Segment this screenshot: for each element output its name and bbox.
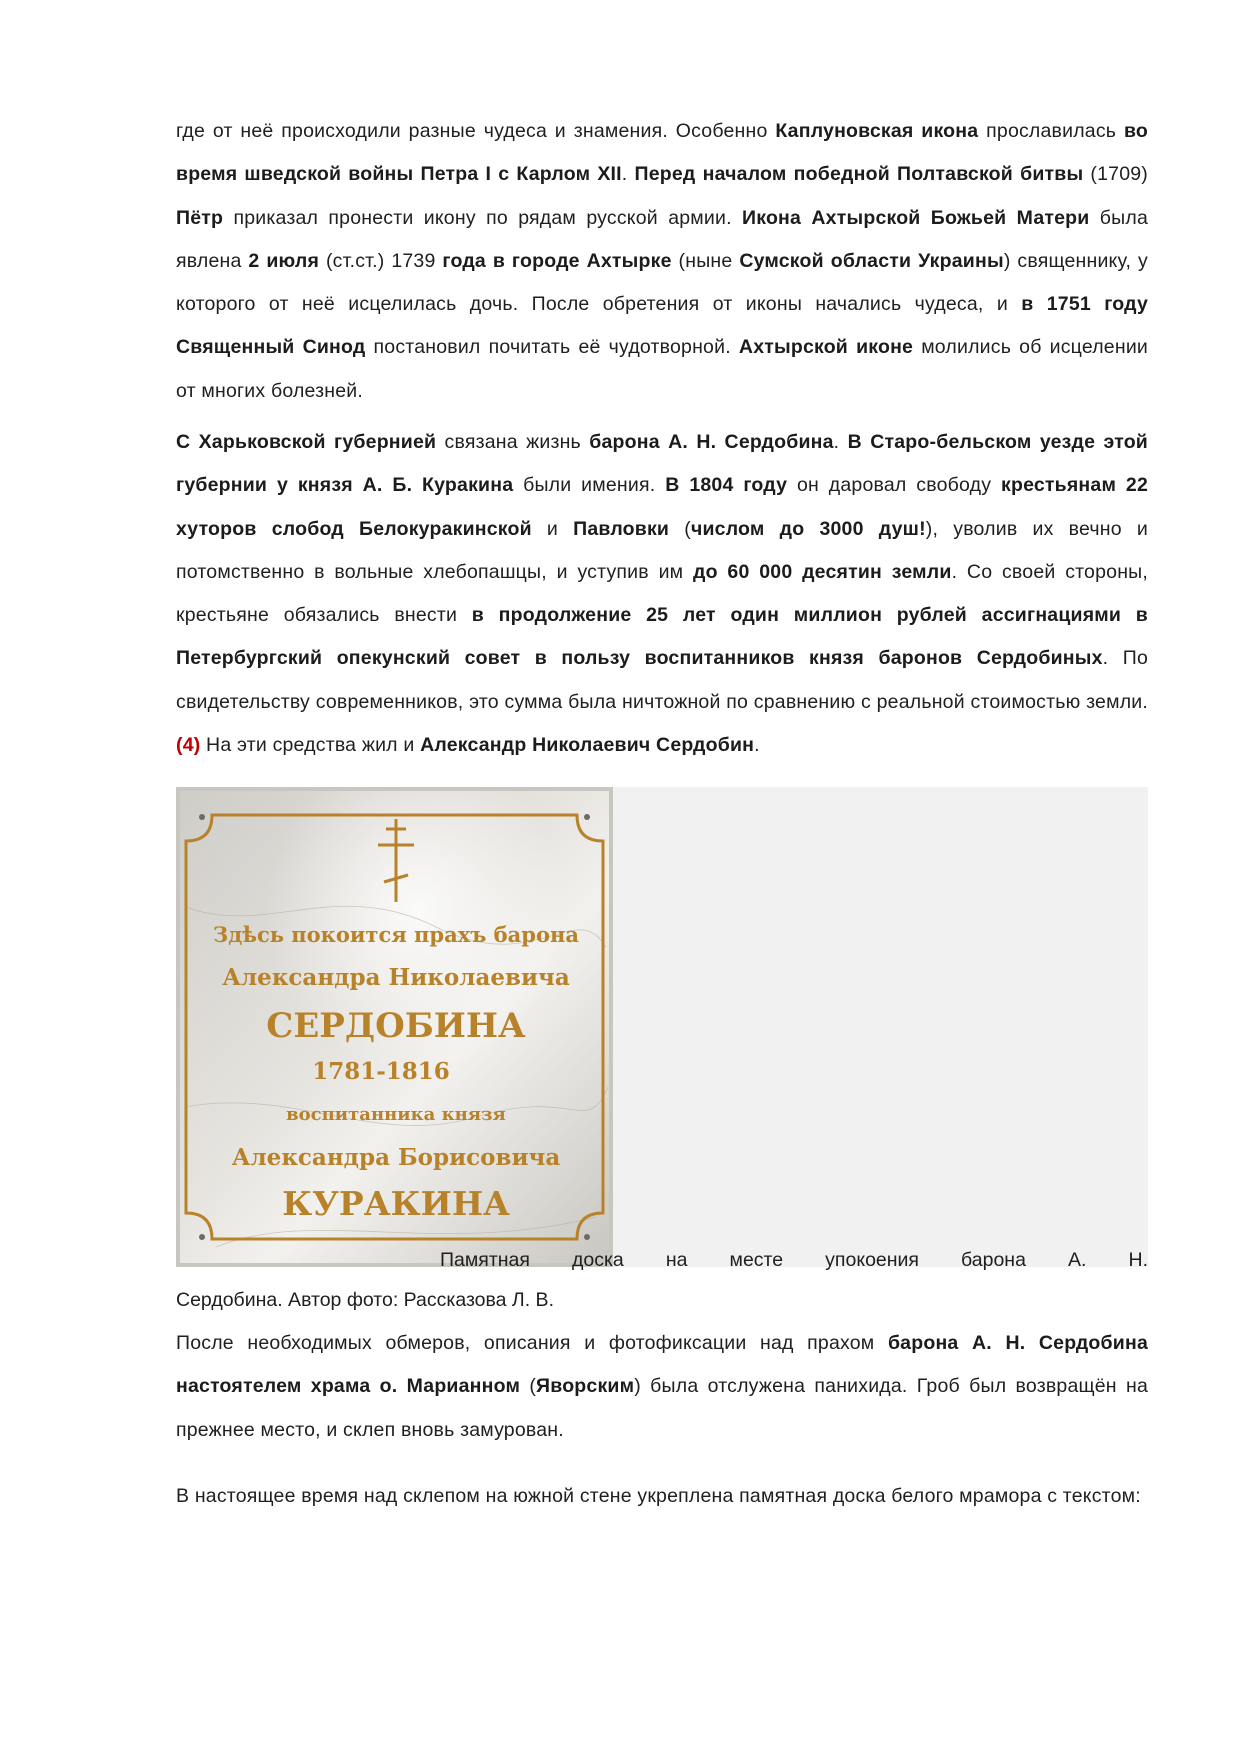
footnote-link[interactable]: (4): [176, 734, 201, 757]
bold-run: С Харьковской губернией: [176, 431, 437, 453]
plaque-line-7: КУРАКИНА: [282, 1184, 510, 1223]
bold-run: Пётр: [176, 206, 224, 229]
bold-run: во время шведской войны Петра I с Карлом XII: [176, 120, 1148, 186]
text-run: После необходимых обмеров, описания и фотофиксации над прахом: [176, 1332, 888, 1354]
text-run: были имения.: [513, 474, 666, 497]
paragraph-icons: [176, 110, 1148, 413]
bold-run: Ахтырской иконе: [738, 336, 914, 359]
text-run: (: [520, 1375, 537, 1398]
text-run: . Со своей стороны, крестьяне обязались внести: [176, 560, 1148, 627]
memorial-plaque-photo: [176, 787, 613, 1267]
text-run: была явлена: [176, 206, 1148, 272]
bold-run: барона А. Н. Сердобина настоятелем храма о. Марианном: [176, 1332, 1148, 1398]
text-run: .: [754, 734, 760, 757]
bold-run: Каплуновская икона: [775, 120, 979, 142]
text-run: где от неё происходили разные чудеса и знамения. Особенно: [176, 120, 776, 142]
text-run: постановил почитать её чудотворной.: [365, 336, 739, 359]
text-run: (: [669, 517, 691, 540]
bold-run: Перед началом победной Полтавской битвы: [634, 163, 1084, 186]
text-run: .: [833, 431, 848, 453]
text-run: ), уволив их вечно и потомственно в вольные хлебопашцы, и уступив им: [176, 517, 1149, 583]
text-run: ) была отслужена панихида. Гроб был возвращён на прежнее место, и склеп вновь замурован.: [176, 1375, 1149, 1441]
text-run: (1709): [1083, 163, 1148, 186]
plaque-line-1: Здѣсь покоится прахъ барона: [213, 922, 579, 947]
text-run: приказал пронести икону по рядам русской армии.: [223, 206, 743, 229]
bold-run: В Старо-бельском уезде этой губернии у князя А. Б. Куракина: [176, 431, 1148, 497]
text-run: . По свидетельству современников, это сумма была ничтожной по сравнению с реальной стоимостью земли.: [176, 647, 1148, 713]
bold-run: барона А. Н. Сердобина: [589, 431, 834, 453]
text-run: и: [531, 517, 574, 540]
plaque-line-3: СЕРДОБИНА: [266, 1006, 526, 1046]
figure-memorial-plaque: [176, 787, 1148, 1267]
plaque-line-5: воспитанника князя: [286, 1104, 506, 1125]
bold-run: в 1751 году Священный Синод: [176, 293, 1148, 359]
figure-caption: Памятная доска на месте упокоения барона А. Н.: [440, 1249, 1148, 1271]
bold-run: Яворским: [536, 1375, 635, 1398]
bold-run: в продолжение 25 лет один миллион рублей ассигнациями в Петербургский опекунский совет в пользу воспитанников князя баронов Сердобиных: [176, 604, 1148, 670]
bold-run: Павловки: [573, 517, 670, 540]
text-run: молились об исцелении от многих болезней.: [176, 336, 1149, 402]
bold-run: Александр Николаевич Сердобин: [420, 734, 755, 757]
text-run: (ст.ст.) 1739: [319, 249, 443, 272]
paragraph-panikhida: [176, 1322, 1148, 1452]
plaque-line-2: Александра Николаевича: [222, 964, 570, 991]
text-run: связана жизнь: [436, 431, 590, 453]
bold-run: до 60 000 десятин земли: [693, 560, 952, 583]
text-run: (ныне: [671, 249, 740, 272]
text-run: На эти средства жил и: [200, 734, 421, 757]
bold-run: Икона Ахтырской Божьей Матери: [742, 206, 1090, 229]
text-run: .: [621, 163, 635, 186]
plaque-line-4: 1781-1816: [312, 1058, 450, 1085]
text-run: ) священнику, у которого от неё исцелилась дочь. После обретения от иконы начались чудеса, и: [176, 249, 1148, 316]
bold-run: крестьянам 22 хуторов слобод Белокуракинской: [176, 474, 1148, 540]
text-run: прославилась: [978, 120, 1124, 142]
bold-run: числом до 3000 душ!: [690, 517, 926, 540]
bold-run: Сумской области Украины: [739, 249, 1004, 272]
text-run: он даровал свободу: [787, 474, 1001, 497]
plaque-line-6: Александра Борисовича: [231, 1144, 561, 1171]
paragraph-plaque-intro: В настоящее время над склепом на южной стене укреплена памятная доска белого мрамора с текстом:: [176, 1485, 1141, 1507]
figure-caption-continued: Сердобина. Автор фото: Рассказова Л. В.: [176, 1289, 554, 1311]
paragraph-serdobin: [176, 421, 1148, 767]
bold-run: 2 июля: [248, 249, 320, 272]
bold-run: года в городе Ахтырке: [442, 249, 672, 272]
bold-run: В 1804 году: [665, 474, 788, 497]
